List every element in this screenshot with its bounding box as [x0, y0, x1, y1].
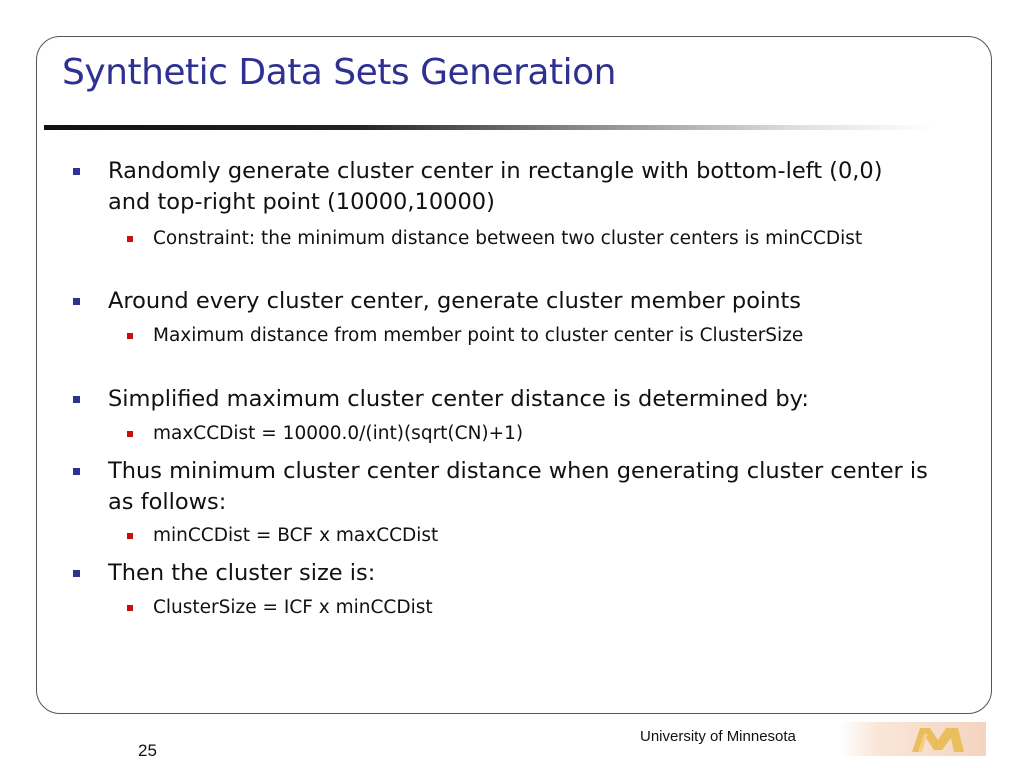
bullet-item — [108, 558, 928, 589]
footer-institution: University of Minnesota — [640, 728, 796, 745]
square-bullet-icon — [73, 396, 80, 403]
square-bullet-icon — [73, 570, 80, 577]
bullet-text: Randomly generate cluster center in rectangle with bottom-left (0,0) and top-right point (10000,10000) — [108, 158, 883, 215]
bullet-item — [108, 156, 928, 218]
title-divider — [44, 125, 934, 130]
slide-title: Synthetic Data Sets Generation — [62, 52, 616, 93]
sub-bullet-item — [153, 595, 913, 621]
bullet-text: Then the cluster size is: — [108, 560, 376, 586]
square-bullet-icon — [73, 298, 80, 305]
square-bullet-icon — [127, 333, 133, 339]
block-m-logo-icon — [908, 722, 968, 756]
square-bullet-icon — [127, 236, 133, 242]
bullet-text: Around every cluster center, generate cluster member points — [108, 288, 802, 314]
square-bullet-icon — [73, 168, 80, 175]
bullet-item — [108, 384, 928, 415]
sub-bullet-text: maxCCDist = 10000.0/(int)(sqrt(CN)+1) — [153, 423, 524, 444]
square-bullet-icon — [127, 605, 133, 611]
sub-bullet-text: ClusterSize = ICF x minCCDist — [153, 597, 433, 618]
bullet-text: Simplified maximum cluster center distance is determined by: — [108, 386, 809, 412]
sub-bullet-text: Maximum distance from member point to cluster center is ClusterSize — [153, 325, 804, 346]
sub-bullet-text: minCCDist = BCF x maxCCDist — [153, 525, 439, 546]
sub-bullet-text: Constraint: the minimum distance between two cluster centers is minCCDist — [153, 228, 863, 249]
square-bullet-icon — [73, 468, 80, 475]
bullet-text: Thus minimum cluster center distance when generating cluster center is as follows: — [108, 458, 928, 515]
sub-bullet-item — [153, 323, 913, 349]
sub-bullet-item — [153, 523, 913, 549]
bullet-item — [108, 286, 928, 317]
sub-bullet-item — [153, 226, 913, 252]
bullet-item — [108, 456, 928, 518]
square-bullet-icon — [127, 431, 133, 437]
slide-number: 25 — [138, 741, 157, 760]
square-bullet-icon — [127, 533, 133, 539]
sub-bullet-item — [153, 421, 913, 447]
